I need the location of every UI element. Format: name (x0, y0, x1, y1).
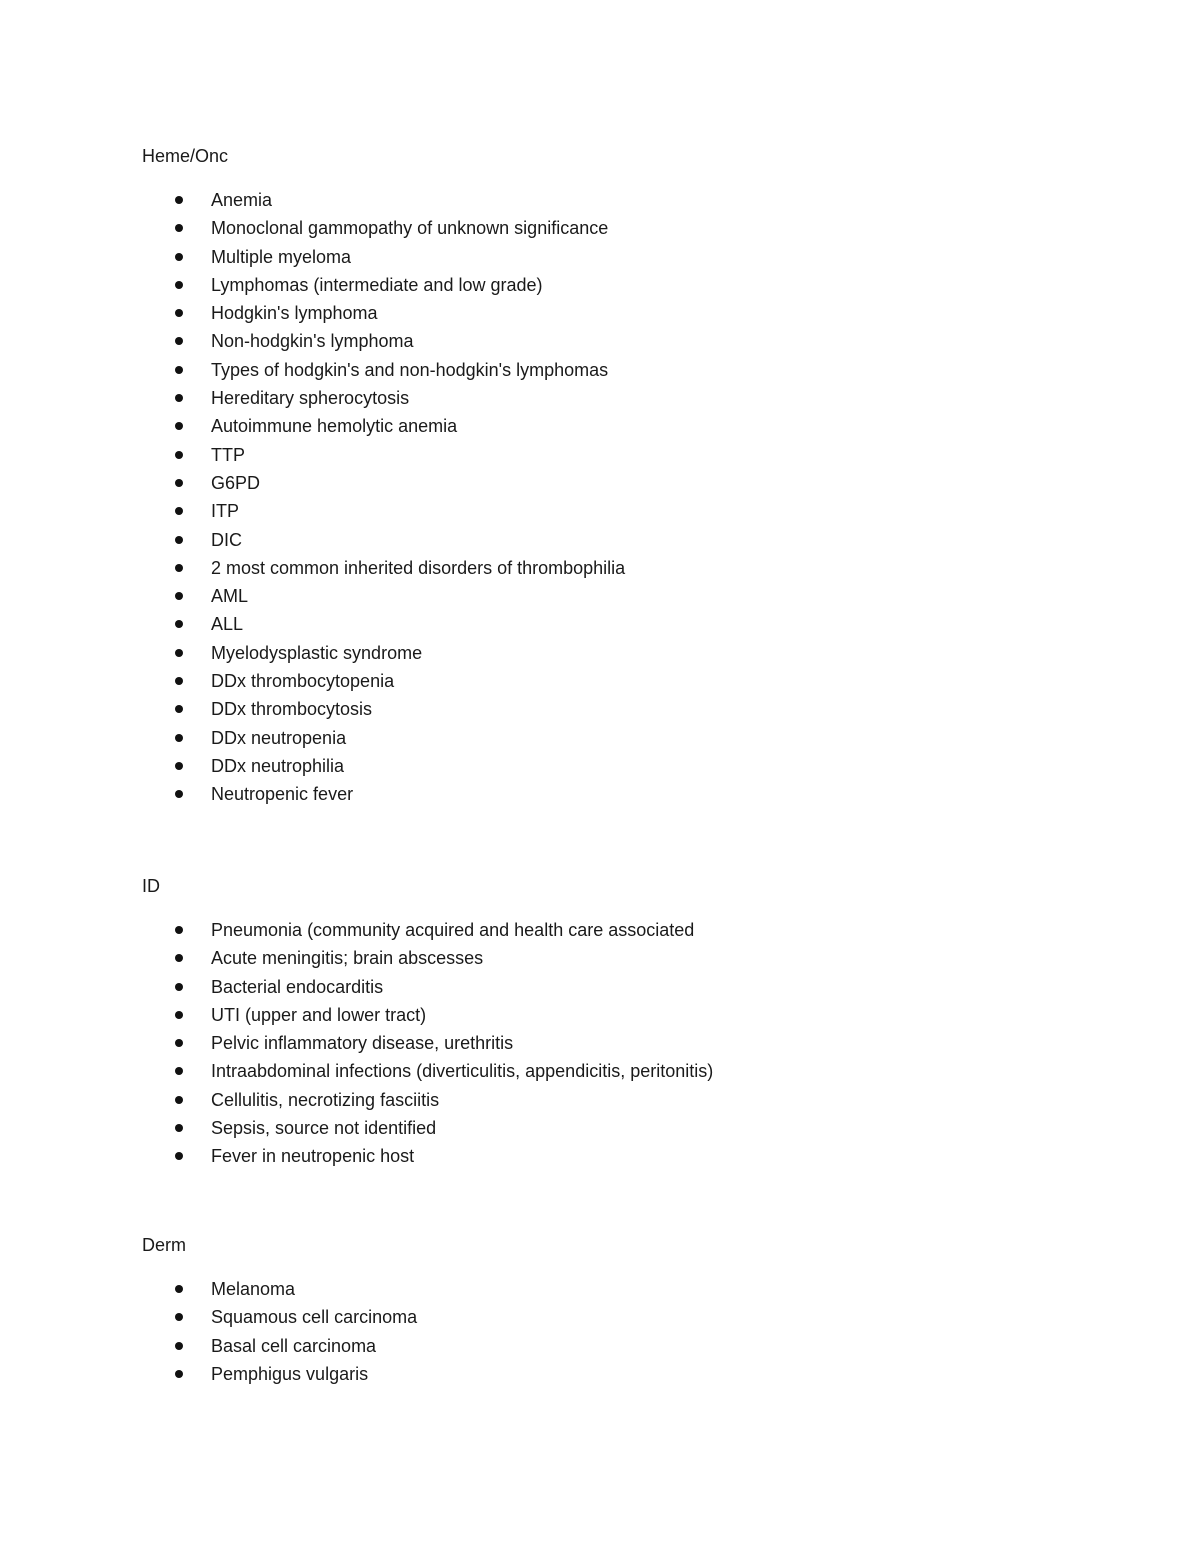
list-item-text: Pelvic inflammatory disease, urethritis (211, 1033, 514, 1054)
bullet-icon (175, 337, 183, 345)
bullet-icon (175, 479, 183, 487)
list-item-text: Pneumonia (community acquired and health care associated (211, 920, 695, 940)
list-item (142, 497, 1042, 525)
list-item-text: Basal cell carcinoma (211, 1335, 377, 1356)
list-item (142, 1057, 1042, 1085)
bullet-icon (175, 983, 183, 991)
list-item (142, 667, 1042, 695)
bullet-icon (175, 422, 183, 430)
section-derm (142, 1231, 1042, 1388)
list-item-text: ITP (211, 501, 240, 522)
list-item-text: Squamous cell carcinoma (211, 1307, 418, 1328)
list-item (142, 1360, 1042, 1388)
list-item-text: Neutropenic fever (211, 784, 354, 805)
list-item (142, 441, 1042, 469)
list-item-text: Bacterial endocarditis (211, 976, 384, 997)
list-item-text: DDx neutropenia (211, 727, 347, 748)
list-item (142, 1029, 1042, 1057)
list-item-text: Cellulitis, necrotizing fasciitis (211, 1089, 440, 1110)
bullet-icon (175, 734, 183, 742)
bullet-icon (175, 649, 183, 657)
list-item (142, 639, 1042, 667)
list-item-text: Types of hodgkin's and non-hodgkin's lymphomas (211, 359, 609, 380)
list-item-text: G6PD (211, 472, 261, 493)
section-id (142, 872, 1042, 1171)
list-item-text: Hereditary spherocytosis (211, 388, 410, 409)
bullet-icon (175, 592, 183, 600)
list-item (142, 412, 1042, 440)
bullet-icon (175, 1285, 183, 1293)
section-title: ID (142, 876, 160, 896)
list-item-text: Melanoma (211, 1279, 296, 1299)
list-item (142, 916, 1042, 944)
list-item (142, 752, 1042, 780)
list-item (142, 186, 1042, 214)
list-item (142, 214, 1042, 242)
bullet-icon (175, 705, 183, 713)
list-item-text: Multiple myeloma (211, 246, 352, 267)
list-item (142, 1001, 1042, 1029)
topic-list (142, 186, 1042, 809)
bullet-icon (175, 309, 183, 317)
list-item (142, 356, 1042, 384)
list-item-text: DDx thrombocytosis (211, 699, 373, 720)
list-item (142, 1275, 1042, 1303)
bullet-icon (175, 536, 183, 544)
list-item-text: 2 most common inherited disorders of thrombophilia (211, 557, 626, 578)
list-item (142, 327, 1042, 355)
bullet-icon (175, 1096, 183, 1104)
topic-list (142, 916, 1042, 1171)
bullet-icon (175, 762, 183, 770)
list-item-text: DDx neutrophilia (211, 755, 345, 776)
list-item-text: Hodgkin's lymphoma (211, 303, 378, 324)
list-item (142, 1114, 1042, 1142)
bullet-icon (175, 281, 183, 289)
list-item (142, 973, 1042, 1001)
list-item (142, 299, 1042, 327)
list-item-text: Lymphomas (intermediate and low grade) (211, 274, 543, 295)
list-item (142, 944, 1042, 972)
bullet-icon (175, 1370, 183, 1378)
bullet-icon (175, 564, 183, 572)
bullet-icon (175, 394, 183, 402)
bullet-icon (175, 926, 183, 934)
list-item (142, 469, 1042, 497)
bullet-icon (175, 451, 183, 459)
bullet-icon (175, 366, 183, 374)
list-item (142, 582, 1042, 610)
list-item-text: Acute meningitis; brain abscesses (211, 948, 484, 969)
bullet-icon (175, 790, 183, 798)
list-item-text: DDx thrombocytopenia (211, 671, 395, 692)
bullet-icon (175, 196, 183, 204)
bullet-icon (175, 1313, 183, 1321)
bullet-icon (175, 1039, 183, 1047)
list-item (142, 384, 1042, 412)
list-item (142, 610, 1042, 638)
list-item-text: Non-hodgkin's lymphoma (211, 331, 414, 352)
list-item (142, 554, 1042, 582)
bullet-icon (175, 954, 183, 962)
list-item-text: DIC (211, 529, 242, 550)
list-item-text: Myelodysplastic syndrome (211, 642, 423, 663)
list-item-text: UTI (upper and lower tract) (211, 1004, 427, 1025)
list-item (142, 724, 1042, 752)
list-item (142, 243, 1042, 271)
bullet-icon (175, 620, 183, 628)
list-item-text: Sepsis, source not identified (211, 1118, 437, 1139)
section-title: Derm (142, 1235, 186, 1255)
list-item-text: AML (211, 586, 249, 607)
bullet-icon (175, 1124, 183, 1132)
bullet-icon (175, 224, 183, 232)
section-heme-onc (142, 142, 1042, 809)
bullet-icon (175, 1152, 183, 1160)
list-item (142, 1303, 1042, 1331)
list-item (142, 271, 1042, 299)
section-title: Heme/Onc (142, 146, 229, 166)
bullet-icon (175, 677, 183, 685)
list-item (142, 1086, 1042, 1114)
bullet-icon (175, 1067, 183, 1075)
bullet-icon (175, 1011, 183, 1019)
bullet-icon (175, 253, 183, 261)
list-item-text: Autoimmune hemolytic anemia (211, 416, 458, 437)
list-item-text: Intraabdominal infections (diverticulitis, appendicitis, peritonitis) (211, 1061, 714, 1082)
list-item (142, 695, 1042, 723)
topic-list (142, 1275, 1042, 1388)
list-item-text: ALL (211, 614, 244, 635)
bullet-icon (175, 1342, 183, 1350)
list-item (142, 1332, 1042, 1360)
list-item-text: Fever in neutropenic host (211, 1146, 415, 1167)
list-item-text: TTP (211, 444, 245, 465)
list-item (142, 1142, 1042, 1170)
bullet-icon (175, 507, 183, 515)
list-item (142, 780, 1042, 808)
list-item-text: Anemia (211, 190, 273, 210)
list-item-text: Pemphigus vulgaris (211, 1363, 369, 1384)
list-item-text: Monoclonal gammopathy of unknown significance (211, 218, 609, 239)
list-item (142, 526, 1042, 554)
